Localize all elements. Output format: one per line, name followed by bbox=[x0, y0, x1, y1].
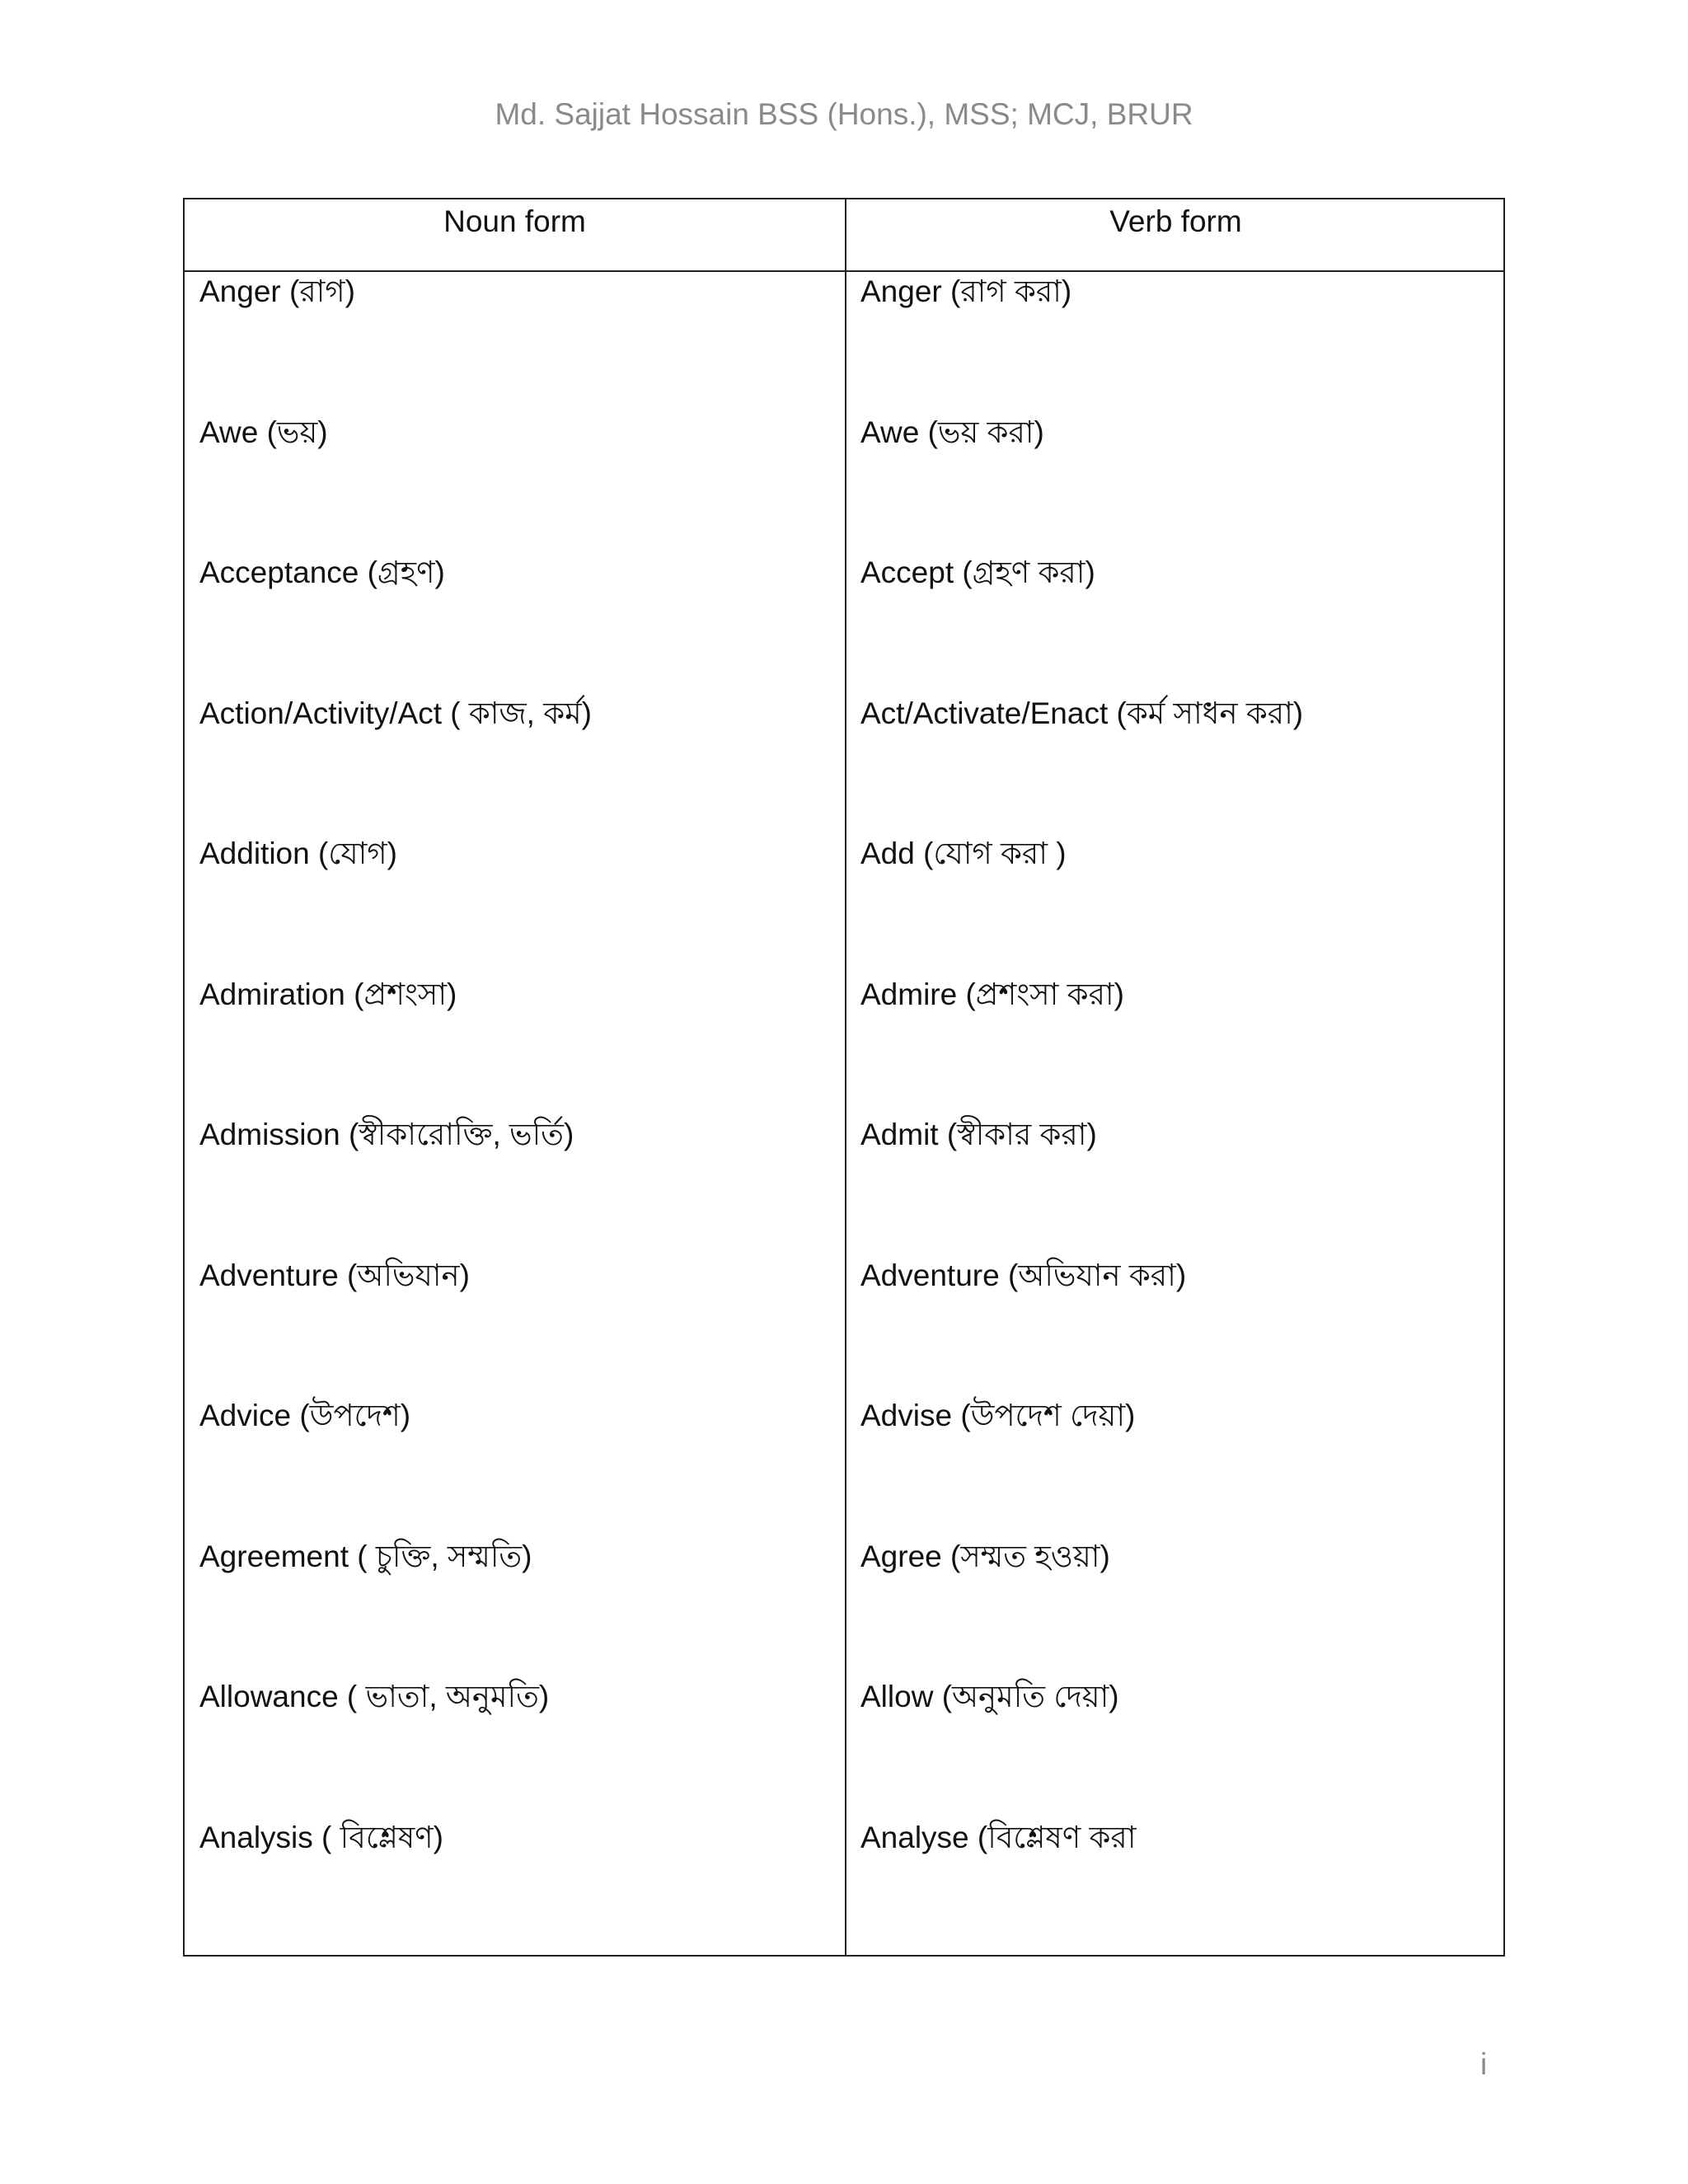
noun-cell: Admiration (প্রশংসা) bbox=[199, 977, 457, 1011]
verb-cell: Anger (রাগ করা) bbox=[860, 274, 1072, 308]
noun-verb-table bbox=[183, 198, 1505, 1957]
noun-cell: Adventure (অভিযান) bbox=[199, 1258, 470, 1292]
verb-cell: Analyse (বিশ্লেষণ করা bbox=[860, 1820, 1137, 1854]
verb-cell: Admit (স্বীকার করা) bbox=[860, 1118, 1097, 1151]
noun-cell: Admission (স্বীকারোক্তি, ভর্তি) bbox=[199, 1118, 574, 1151]
verb-cell: Advise (উপদেশ দেয়া) bbox=[860, 1399, 1136, 1432]
table-row bbox=[185, 1818, 1503, 1959]
verb-cell: Accept (গ্রহণ করা) bbox=[860, 555, 1095, 589]
verb-cell: Add (যোগ করা ) bbox=[860, 837, 1067, 870]
verb-cell: Act/Activate/Enact (কর্ম সাধন করা) bbox=[860, 696, 1304, 730]
table-row bbox=[185, 1115, 1503, 1256]
table-body bbox=[185, 272, 1503, 1958]
noun-cell: Awe (ভয়) bbox=[199, 415, 328, 449]
page-number: i bbox=[1480, 2047, 1488, 2081]
noun-cell: Allowance ( ভাতা, অনুমতি) bbox=[199, 1680, 550, 1713]
table-row bbox=[185, 1537, 1503, 1678]
table-row bbox=[185, 1396, 1503, 1537]
table-row bbox=[185, 694, 1503, 835]
verb-form-column-header: Verb form bbox=[1109, 204, 1242, 238]
table-row bbox=[185, 975, 1503, 1116]
table-row bbox=[185, 1256, 1503, 1397]
verb-cell: Awe (ভয় করা) bbox=[860, 415, 1044, 449]
noun-form-column-header: Noun form bbox=[443, 204, 586, 238]
noun-cell: Agreement ( চুক্তি, সম্মতি) bbox=[199, 1539, 532, 1573]
verb-cell: Agree (সম্মত হওয়া) bbox=[860, 1539, 1110, 1573]
noun-cell: Analysis ( বিশ্লেষণ) bbox=[199, 1820, 443, 1854]
table-row bbox=[185, 413, 1503, 554]
table-row bbox=[185, 1677, 1503, 1818]
verb-cell: Allow (অনুমতি দেয়া) bbox=[860, 1680, 1119, 1713]
table-row bbox=[185, 272, 1503, 413]
verb-cell: Adventure (অভিযান করা) bbox=[860, 1258, 1187, 1292]
noun-cell: Acceptance (গ্রহণ) bbox=[199, 555, 445, 589]
noun-cell: Advice (উপদেশ) bbox=[199, 1399, 411, 1432]
page-header: Md. Sajjat Hossain BSS (Hons.), MSS; MCJ, BRUR bbox=[495, 97, 1193, 131]
table-header-row bbox=[185, 199, 1503, 272]
noun-cell: Addition (যোগ) bbox=[199, 837, 397, 870]
table-row bbox=[185, 834, 1503, 975]
noun-cell: Anger (রাগ) bbox=[199, 274, 355, 308]
verb-cell: Admire (প্রশংসা করা) bbox=[860, 977, 1124, 1011]
noun-cell: Action/Activity/Act ( কাজ, কর্ম) bbox=[199, 696, 592, 730]
table-row bbox=[185, 553, 1503, 694]
